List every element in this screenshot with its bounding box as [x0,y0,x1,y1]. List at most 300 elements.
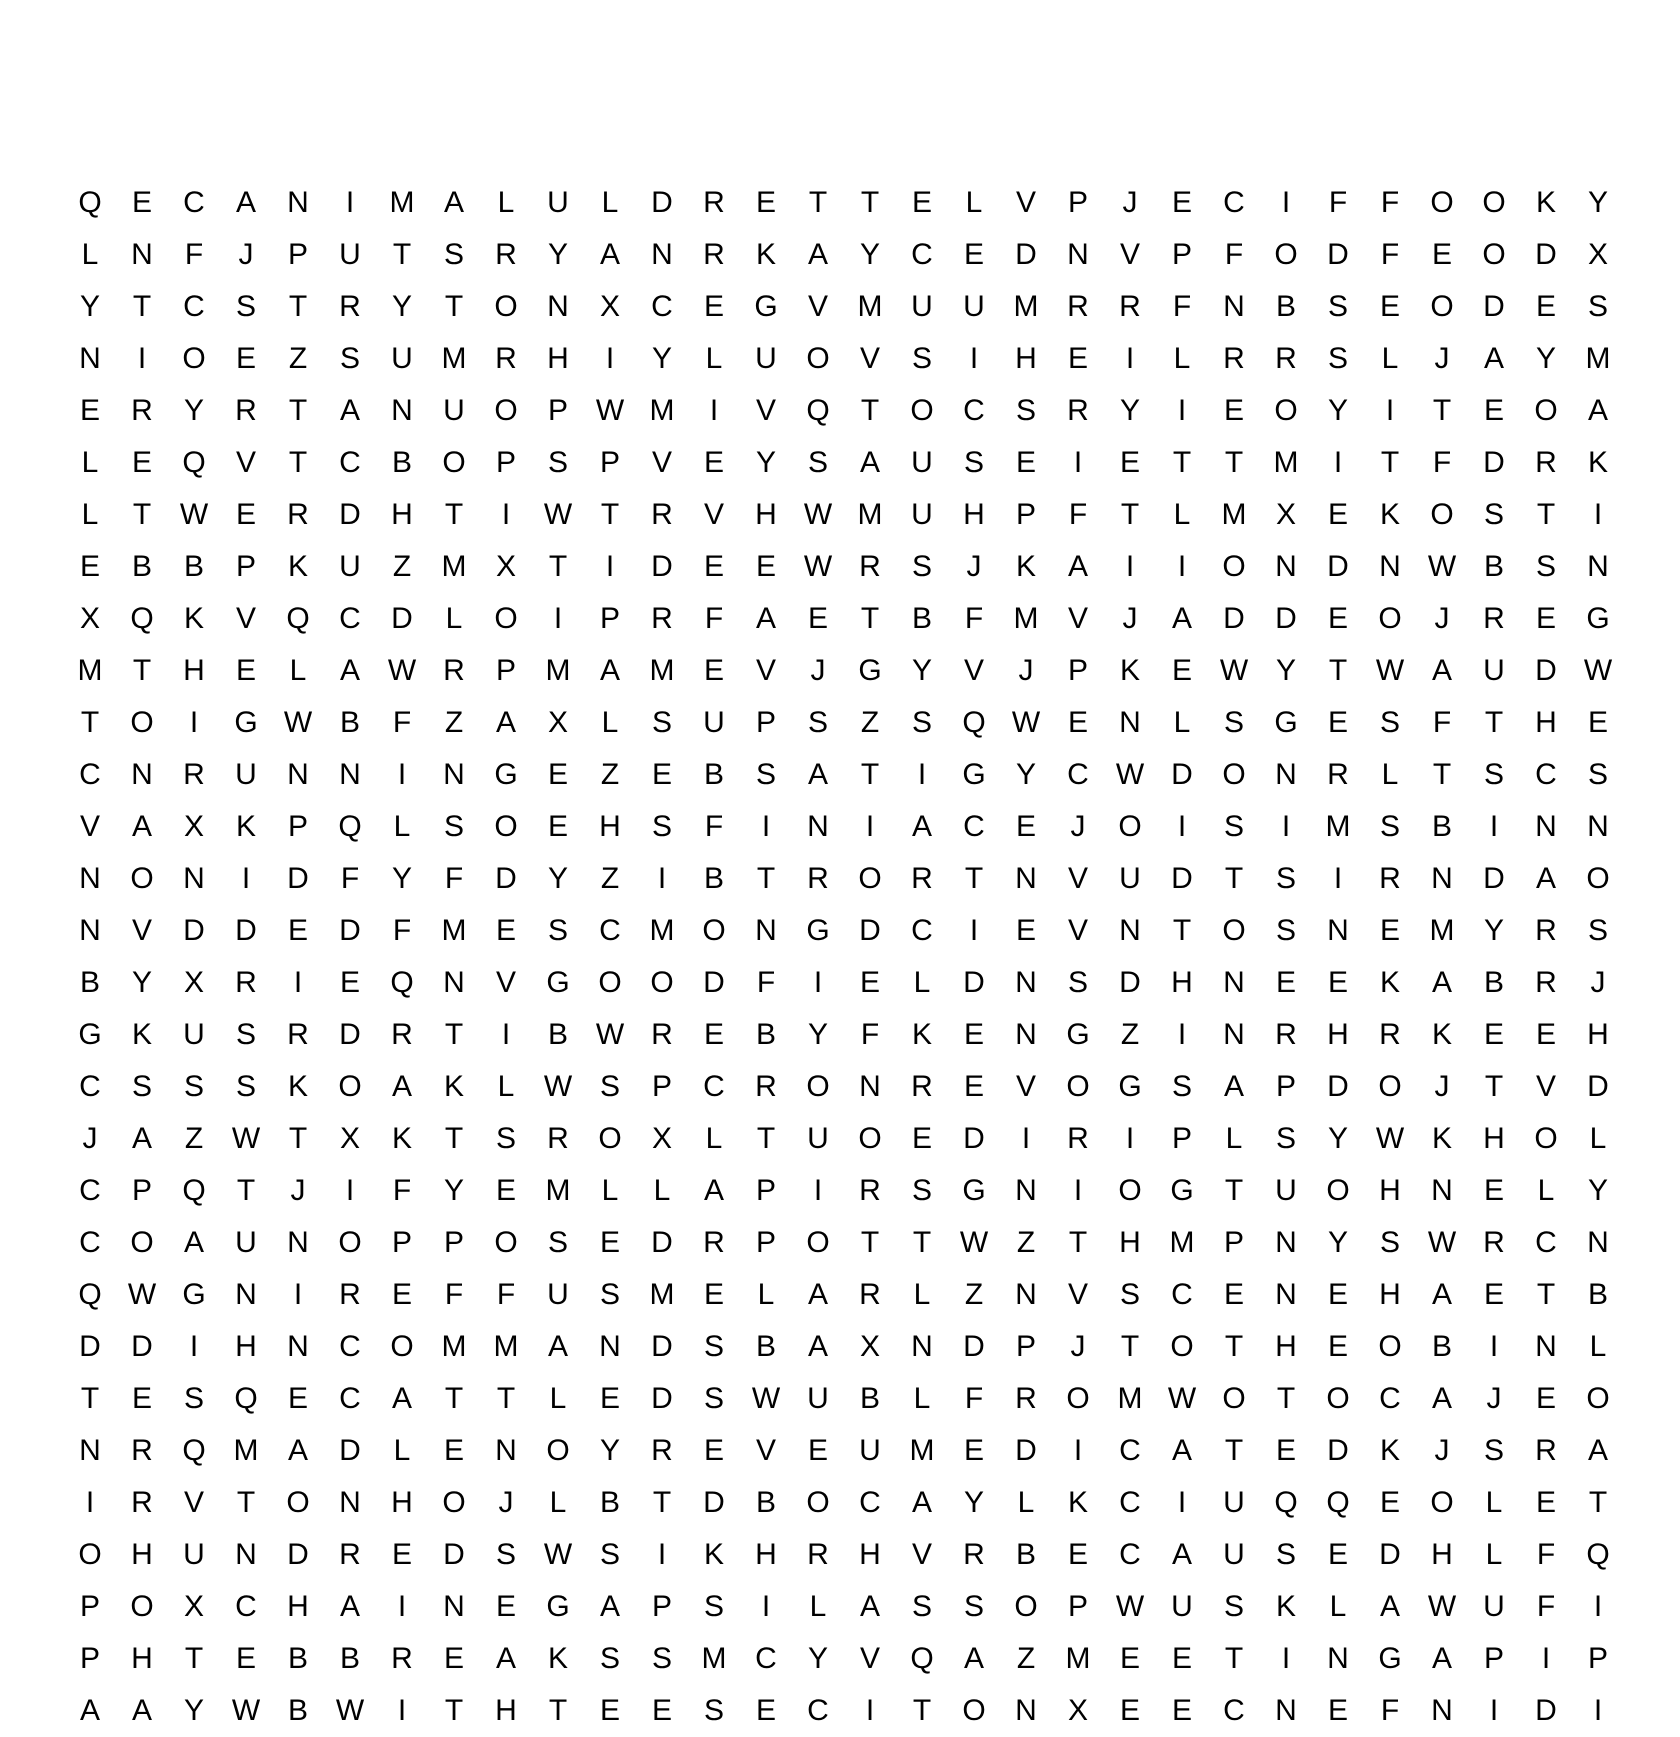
grid-cell: T [756,1122,776,1155]
grid-cell: R [703,1226,725,1259]
grid-cell: K [235,810,256,843]
grid-cell: E [807,602,828,635]
grid-cell: H [495,1694,517,1727]
grid-cell: P [131,1174,152,1207]
grid-cell: P [547,394,568,427]
grid-cell: Y [443,1174,464,1207]
grid-cell: S [1171,1070,1192,1103]
grid-cell: D [1327,1434,1349,1467]
grid-cell: N [1119,914,1141,947]
grid-cell: U [235,758,257,791]
grid-cell: O [286,1486,310,1519]
grid-cell: E [1275,1434,1296,1467]
grid-cell: D [1535,1694,1557,1727]
grid-cell: E [1327,1330,1348,1363]
grid-cell: J [1434,1070,1450,1103]
grid-cell: W [283,706,313,739]
grid-cell: C [963,394,985,427]
grid-cell: B [287,1642,308,1675]
grid-cell: S [547,446,568,479]
grid-cell: R [183,758,205,791]
grid-cell: O [1170,1330,1194,1363]
grid-row [64,489,1624,541]
grid-cell: P [755,1226,776,1259]
grid-cell: N [1379,550,1401,583]
grid-cell: S [599,1642,620,1675]
grid-cell: C [703,1070,725,1103]
grid-cell: C [1119,1486,1141,1519]
grid-cell: L [1173,706,1191,739]
grid-cell: J [1486,1382,1502,1415]
grid-cell: N [1275,1278,1297,1311]
grid-cell: N [1275,1694,1297,1727]
grid-cell: S [911,342,932,375]
grid-cell: S [911,1174,932,1207]
grid-cell: A [79,1694,100,1727]
grid-cell: I [553,602,563,635]
grid-cell: R [235,394,257,427]
grid-cell: T [392,238,412,271]
grid-cell: L [913,966,931,999]
grid-cell: O [338,1070,362,1103]
grid-cell: V [911,1538,932,1571]
grid-cell: N [547,290,569,323]
grid-cell: Q [1274,1486,1298,1519]
grid-cell: Y [183,1694,204,1727]
grid-cell: R [1535,914,1557,947]
grid-cell: T [236,1174,256,1207]
grid-cell: W [543,1538,573,1571]
grid-cell: G [494,758,518,791]
grid-cell: X [1067,1694,1088,1727]
grid-cell: R [339,1278,361,1311]
grid-cell: R [859,1278,881,1311]
grid-cell: F [1432,446,1452,479]
grid-cell: W [127,1278,157,1311]
grid-cell: G [546,1590,570,1623]
grid-cell: T [1380,446,1400,479]
grid-cell: K [1015,550,1036,583]
grid-cell: T [236,1486,256,1519]
grid-cell: N [1431,1174,1453,1207]
grid-cell: T [808,186,828,219]
grid-cell: C [1119,1434,1141,1467]
grid-cell: L [965,186,983,219]
grid-cell: S [1223,1590,1244,1623]
grid-cell: V [235,602,256,635]
grid-cell: F [964,1382,984,1415]
grid-cell: T [600,498,620,531]
grid-cell: F [1432,706,1452,739]
grid-cell: D [1171,758,1193,791]
grid-cell: T [1224,862,1244,895]
grid-cell: T [1120,498,1140,531]
grid-cell: N [1275,758,1297,791]
grid-cell: O [130,1226,154,1259]
grid-row [64,1165,1624,1217]
grid-cell: R [1067,1122,1089,1155]
grid-cell: T [1432,758,1452,791]
grid-cell: D [1015,1434,1037,1467]
grid-cell: T [652,1486,672,1519]
grid-row [64,697,1624,749]
grid-cell: E [1119,1694,1140,1727]
grid-cell: M [441,1330,467,1363]
grid-cell: Y [1275,654,1296,687]
grid-cell: I [917,758,927,791]
grid-cell: E [911,186,932,219]
grid-cell: D [235,914,257,947]
grid-cell: Y [547,862,568,895]
grid-cell: P [235,550,256,583]
grid-cell: M [1585,342,1611,375]
grid-cell: T [1536,1278,1556,1311]
grid-cell: R [963,1538,985,1571]
grid-cell: C [79,1070,101,1103]
grid-cell: A [599,238,620,271]
grid-cell: I [1281,186,1291,219]
grid-cell: V [859,1642,880,1675]
grid-cell: W [803,550,833,583]
grid-cell: Z [392,550,412,583]
grid-cell: D [391,602,413,635]
grid-cell: H [1171,966,1193,999]
grid-cell: C [651,290,673,323]
grid-cell: E [1327,1538,1348,1571]
grid-cell: C [859,1486,881,1519]
grid-cell: N [79,1434,101,1467]
grid-cell: A [131,810,152,843]
grid-cell: T [1172,914,1192,947]
grid-cell: S [1015,394,1036,427]
grid-cell: R [1535,1434,1557,1467]
grid-cell: C [183,290,205,323]
grid-cell: S [599,1278,620,1311]
grid-cell: C [1379,1382,1401,1415]
grid-cell: E [1171,654,1192,687]
grid-cell: L [1329,1590,1347,1623]
grid-cell: N [651,238,673,271]
grid-cell: D [287,862,309,895]
grid-cell: P [755,1174,776,1207]
grid-cell: S [911,550,932,583]
grid-cell: S [547,1226,568,1259]
grid-cell: W [387,654,417,687]
grid-cell: S [1483,1434,1504,1467]
grid-cell: U [443,394,465,427]
grid-cell: W [1167,1382,1197,1415]
grid-cell: S [703,1590,724,1623]
grid-row [64,229,1624,281]
grid-cell: L [1225,1122,1243,1155]
grid-cell: E [1379,914,1400,947]
grid-cell: M [545,1174,571,1207]
grid-cell: T [496,1382,516,1415]
grid-cell: H [183,654,205,687]
grid-cell: B [339,706,360,739]
grid-cell: H [599,810,621,843]
grid-cell: A [443,186,464,219]
grid-cell: L [81,238,99,271]
grid-cell: L [393,810,411,843]
grid-cell: O [494,290,518,323]
grid-cell: N [1535,1330,1557,1363]
grid-cell: E [131,446,152,479]
grid-cell: D [1587,1070,1609,1103]
grid-cell: E [911,1122,932,1155]
grid-cell: F [964,602,984,635]
grid-cell: Q [390,966,414,999]
grid-cell: T [860,758,880,791]
grid-cell: X [183,810,204,843]
grid-cell: A [1483,342,1504,375]
grid-row [64,801,1624,853]
grid-cell: E [1119,446,1140,479]
grid-cell: R [495,342,517,375]
grid-cell: S [547,914,568,947]
grid-cell: R [287,498,309,531]
grid-cell: K [287,550,308,583]
grid-cell: T [1224,1434,1244,1467]
grid-cell: S [963,446,984,479]
grid-cell: D [1535,238,1557,271]
grid-cell: I [1073,1174,1083,1207]
grid-cell: O [546,1434,570,1467]
grid-cell: C [1535,1226,1557,1259]
grid-cell: P [1275,1070,1296,1103]
grid-cell: U [963,290,985,323]
grid-cell: A [1379,1590,1400,1623]
grid-cell: G [962,758,986,791]
grid-cell: T [1224,1642,1244,1675]
grid-cell: R [495,238,517,271]
grid-cell: H [1535,706,1557,739]
grid-cell: U [1171,1590,1193,1623]
grid-cell: S [1587,914,1608,947]
grid-cell: J [1434,342,1450,375]
grid-cell: R [1275,1018,1297,1051]
grid-cell: S [1223,706,1244,739]
grid-cell: Y [599,1434,620,1467]
grid-cell: B [1587,1278,1608,1311]
grid-cell: A [807,1278,828,1311]
grid-cell: T [288,446,308,479]
grid-cell: U [1223,1538,1245,1571]
grid-cell: S [1483,498,1504,531]
grid-cell: R [443,654,465,687]
grid-cell: U [339,550,361,583]
grid-cell: O [1430,498,1454,531]
grid-cell: D [1015,238,1037,271]
grid-row [64,1269,1624,1321]
grid-cell: O [130,862,154,895]
grid-cell: Y [183,394,204,427]
grid-cell: N [1119,706,1141,739]
grid-row [64,1061,1624,1113]
grid-cell: G [182,1278,206,1311]
grid-cell: P [1015,1330,1036,1363]
grid-cell: E [599,1382,620,1415]
grid-cell: R [391,1018,413,1051]
grid-cell: E [287,1382,308,1415]
grid-cell: E [131,1382,152,1415]
grid-cell: A [599,1590,620,1623]
grid-cell: C [1171,1278,1193,1311]
grid-cell: O [494,602,518,635]
grid-cell: O [1118,1174,1142,1207]
grid-cell: Q [910,1642,934,1675]
grid-cell: J [1122,602,1138,635]
grid-cell: Y [79,290,100,323]
grid-cell: N [79,862,101,895]
grid-cell: A [391,1382,412,1415]
grid-cell: L [445,602,463,635]
grid-cell: N [1431,862,1453,895]
grid-cell: Q [286,602,310,635]
grid-cell: N [339,1486,361,1519]
grid-cell: T [1536,498,1556,531]
grid-cell: T [1172,446,1192,479]
grid-row [64,1685,1624,1737]
grid-cell: L [913,1382,931,1415]
grid-row [64,1529,1624,1581]
grid-cell: I [1125,550,1135,583]
grid-cell: R [339,1538,361,1571]
grid-cell: L [809,1590,827,1623]
grid-cell: E [599,1694,620,1727]
grid-cell: M [649,914,675,947]
grid-cell: O [1430,1486,1454,1519]
grid-cell: C [1223,186,1245,219]
grid-cell: L [705,342,723,375]
grid-row [64,1217,1624,1269]
grid-cell: S [495,1122,516,1155]
grid-cell: W [231,1694,261,1727]
grid-cell: R [1483,1226,1505,1259]
grid-row [64,853,1624,905]
grid-cell: O [1534,1122,1558,1155]
grid-cell: L [601,1174,619,1207]
grid-cell: G [858,654,882,687]
grid-cell: X [183,1590,204,1623]
grid-cell: H [547,342,569,375]
grid-cell: A [1587,394,1608,427]
grid-cell: J [498,1486,514,1519]
grid-cell: N [1067,238,1089,271]
grid-cell: G [962,1174,986,1207]
grid-cell: E [963,238,984,271]
grid-cell: I [1073,446,1083,479]
grid-cell: R [131,1486,153,1519]
grid-cell: H [1327,1018,1349,1051]
grid-cell: U [911,498,933,531]
grid-cell: V [859,342,880,375]
grid-cell: E [1327,706,1348,739]
grid-cell: Z [288,342,308,375]
grid-cell: R [1275,342,1297,375]
grid-cell: S [183,1382,204,1415]
grid-cell: F [1536,1590,1556,1623]
grid-cell: S [235,1018,256,1051]
grid-cell: O [1066,1070,1090,1103]
grid-cell: P [599,602,620,635]
grid-cell: A [495,1642,516,1675]
grid-cell: R [131,1434,153,1467]
grid-cell: P [495,654,516,687]
grid-cell: D [1535,654,1557,687]
grid-cell: S [599,1070,620,1103]
grid-cell: O [806,1070,830,1103]
grid-cell: A [807,238,828,271]
grid-cell: D [1171,862,1193,895]
grid-cell: N [443,1590,465,1623]
grid-cell: F [392,706,412,739]
grid-cell: A [1171,602,1192,635]
grid-cell: B [755,1330,776,1363]
grid-cell: T [1328,654,1348,687]
grid-cell: M [1273,446,1299,479]
grid-cell: L [497,186,515,219]
grid-cell: V [755,1434,776,1467]
grid-cell: N [1535,810,1557,843]
grid-cell: L [1589,1330,1607,1363]
grid-cell: T [1484,706,1504,739]
grid-cell: T [548,550,568,583]
grid-cell: T [860,602,880,635]
grid-cell: D [1379,1538,1401,1571]
grid-cell: S [703,1382,724,1415]
grid-cell: R [859,550,881,583]
grid-cell: W [595,1018,625,1051]
grid-cell: M [1117,1382,1143,1415]
grid-cell: I [1385,394,1395,427]
grid-cell: U [703,706,725,739]
grid-cell: K [1535,186,1556,219]
grid-cell: S [1587,758,1608,791]
grid-cell: A [963,1642,984,1675]
grid-cell: A [1431,1278,1452,1311]
grid-cell: B [287,1694,308,1727]
grid-cell: E [391,1538,412,1571]
grid-cell: S [495,1538,516,1571]
grid-row [64,1581,1624,1633]
grid-cell: E [599,1226,620,1259]
grid-cell: C [339,1382,361,1415]
grid-cell: E [1483,394,1504,427]
grid-cell: I [397,758,407,791]
grid-cell: N [599,1330,621,1363]
grid-cell: E [1327,966,1348,999]
grid-cell: A [1431,654,1452,687]
grid-cell: Q [1586,1538,1610,1571]
grid-cell: U [1119,862,1141,895]
grid-cell: D [651,186,673,219]
grid-cell: W [1427,1590,1457,1623]
grid-cell: A [495,706,516,739]
grid-cell: D [651,1330,673,1363]
grid-cell: R [1327,758,1349,791]
grid-cell: S [235,290,256,323]
grid-cell: W [179,498,209,531]
grid-cell: A [131,1122,152,1155]
grid-cell: A [1171,1434,1192,1467]
grid-cell: K [547,1642,568,1675]
grid-cell: E [1483,1174,1504,1207]
grid-cell: U [339,238,361,271]
grid-cell: S [1119,1278,1140,1311]
grid-cell: E [1171,1642,1192,1675]
grid-cell: E [235,498,256,531]
